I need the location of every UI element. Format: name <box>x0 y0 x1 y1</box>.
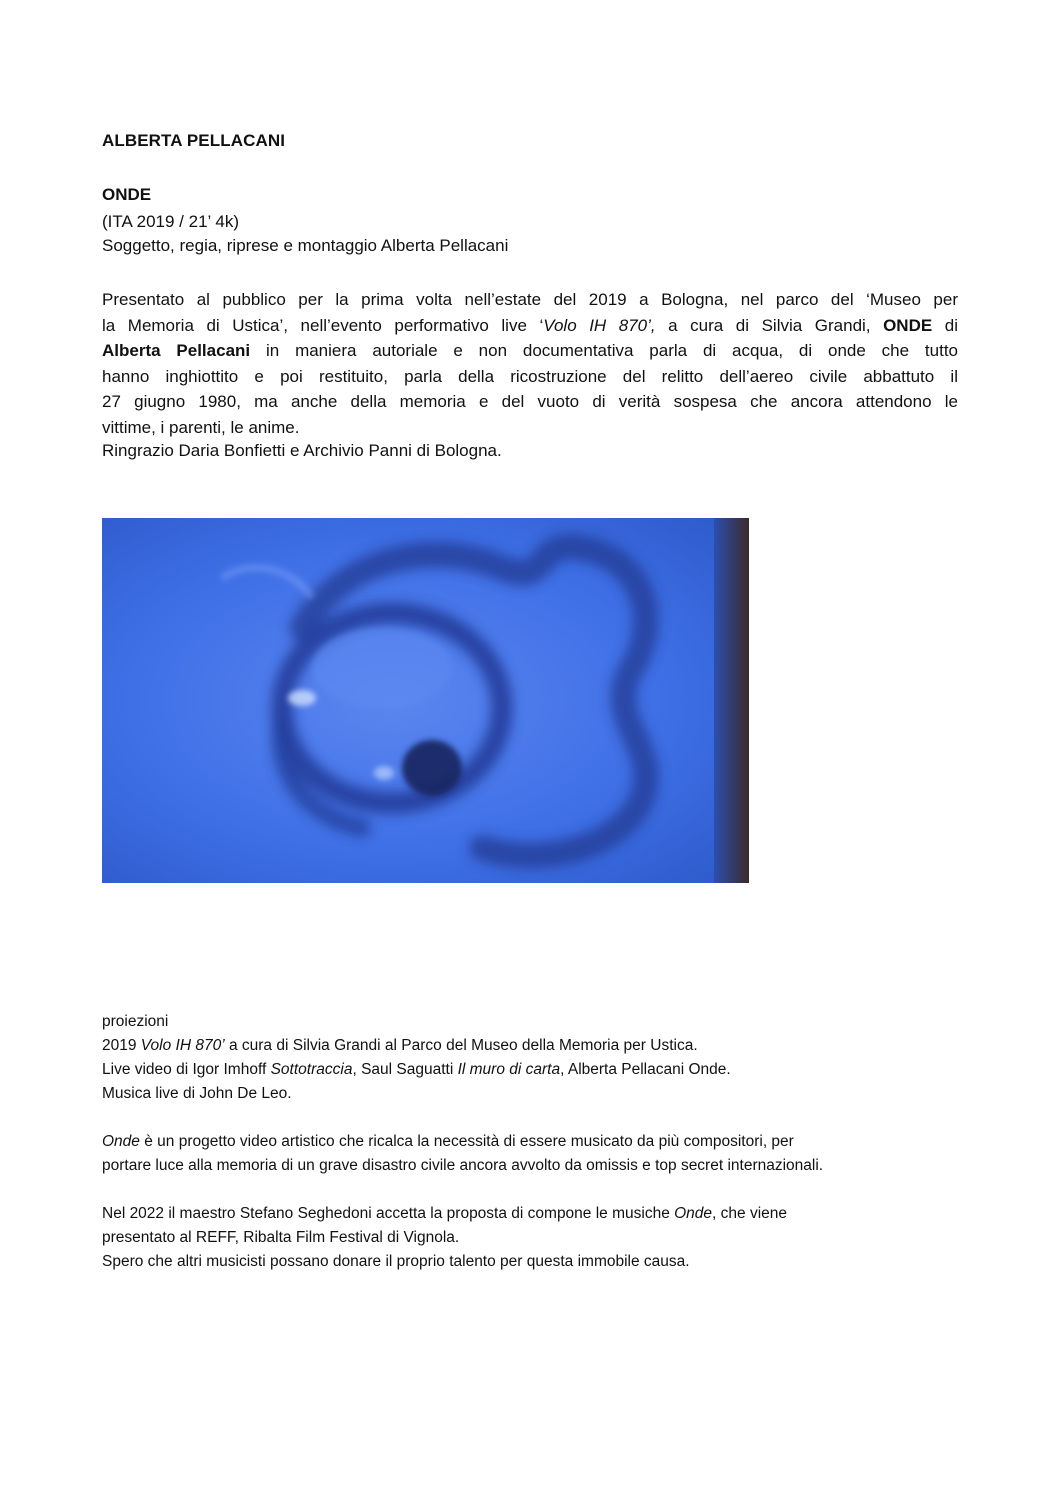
screening-line-3: Musica live di John De Leo. <box>102 1085 292 1102</box>
work-title: Onde <box>102 1133 140 1150</box>
film-title: ONDE <box>102 185 152 204</box>
intro-paragraph <box>102 287 958 441</box>
intro-line-4: hanno inghiottito e poi restituito, parla della ricostruzione del relitto dell’aereo civile abbattuto il <box>102 366 958 386</box>
work-title: Il muro di carta <box>457 1061 561 1078</box>
author-name-bold: Alberta Pellacani <box>102 341 251 361</box>
music-line-1 <box>102 1202 823 1226</box>
intro-line-3 <box>102 338 958 364</box>
project-text: è un progetto video artistico che ricalca la necessità di essere musicato da più compositori, per <box>139 1133 794 1150</box>
intro-line-1: Presentato al pubblico per la prima volta nell’estate del 2019 a Bologna, nel parco del ‘Museo per <box>102 290 958 309</box>
music-line-3: Spero che altri musicisti possano donare il proprio talento per questa immobile causa. <box>102 1253 690 1270</box>
event-title: Volo IH 870’, <box>543 315 656 335</box>
intro-line-2 <box>102 313 958 339</box>
film-still-graphic <box>102 518 749 883</box>
project-line-2: portare luce alla memoria di un grave disastro civile ancora avvolto da omissis e top secret internazionali. <box>102 1157 824 1174</box>
intro-text: in maniera autoriale e non documentativa parla di acqua, di onde che tutto <box>250 341 958 361</box>
project-line-1 <box>102 1130 823 1154</box>
intro-text: di <box>932 315 958 335</box>
film-name-bold: ONDE <box>883 315 933 335</box>
film-details: (ITA 2019 / 21’ 4k) <box>102 212 240 231</box>
music-text: Nel 2022 il maestro Stefano Seghedoni accetta la proposta di compone le musiche <box>102 1205 675 1222</box>
thanks-line: Ringrazio Daria Bonfietti e Archivio Panni di Bologna. <box>102 441 502 460</box>
screening-line-1 <box>102 1034 823 1058</box>
music-line-2: presentato al REFF, Ribalta Film Festival di Vignola. <box>102 1229 460 1246</box>
screening-text: a cura di Silvia Grandi al Parco del Museo della Memoria per Ustica. <box>224 1037 698 1054</box>
music-text: , che viene <box>712 1205 788 1222</box>
intro-line-6: vittime, i parenti, le anime. <box>102 417 300 437</box>
screenings-section <box>102 1010 823 1274</box>
work-title: Sottotraccia <box>270 1061 353 1078</box>
screening-line-2 <box>102 1058 823 1082</box>
film-still-image <box>102 518 749 883</box>
screening-text: , Alberta Pellacani Onde. <box>560 1061 731 1078</box>
work-title: Onde <box>674 1205 713 1222</box>
event-title: Volo IH 870’ <box>140 1037 225 1054</box>
screening-text: , Saul Saguatti <box>352 1061 458 1078</box>
screening-text: 2019 <box>102 1037 141 1054</box>
film-credits: Soggetto, regia, riprese e montaggio Alberta Pellacani <box>102 236 509 255</box>
intro-text: a cura di Silvia Grandi, <box>655 315 884 335</box>
intro-text: la Memoria di Ustica’, nell’evento performativo live ‘ <box>102 315 544 335</box>
screenings-heading: proiezioni <box>102 1013 169 1030</box>
screening-text: Live video di Igor Imhoff <box>102 1061 271 1078</box>
film-info <box>102 210 508 258</box>
intro-line-5: 27 giugno 1980, ma anche della memoria e del vuoto di verità sospesa che ancora attendono le <box>102 392 958 412</box>
author-name: ALBERTA PELLACANI <box>102 131 286 150</box>
